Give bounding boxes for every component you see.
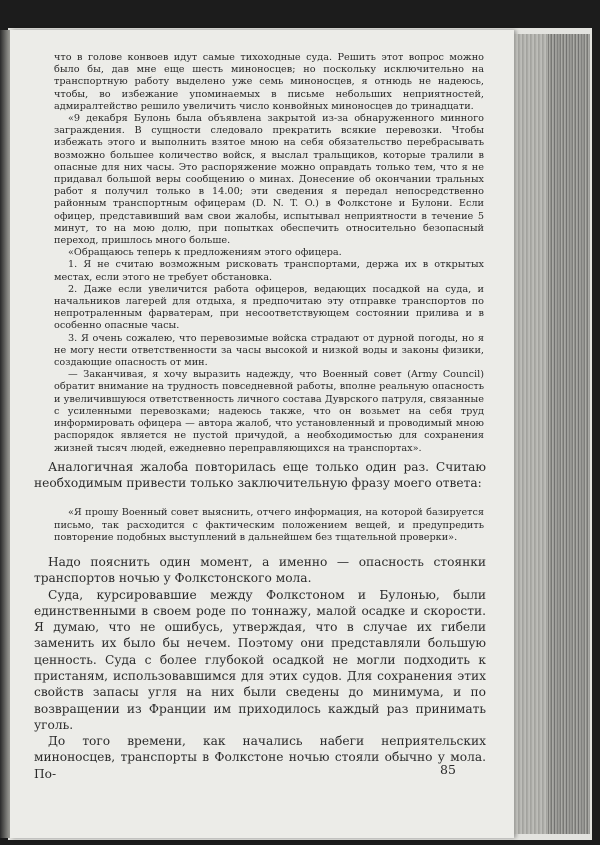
quote-paragraph: 3. Я очень сожалею, что перевозимые войска страдают от дурной погоды, но я не могу нести ответственности за часы высокой и низкой воды и законы физики, создающие опасность от мин. bbox=[54, 332, 484, 369]
quote-paragraph: «9 декабря Булонь была объявлена закрытой из-за обнаруженного минного заграждения. В сущности следовало прекратить всякие перевозки. Чтобы избежать этого и выполнить взятое мною на себя обязательство перебрасывать возможно большее количество войск, я выслал тральщиков, которые тралили в опасные для них часы. Это распоряжение можно оправдать только тем, что я не придавал большой веры сообщению о минах. Донесение об окончании тральных работ я получил только в 14.00; эти сведения я передал непосредственно районным транспортным офицерам (D. N. T. O.) в Фолкстоне и Булони. Если офицер, представивший вам свои жалобы, испытывал неприятности в течение 5 минут, то на мою долю, при попытках обеспечить относительно безопасный переход, пришлось много больше. bbox=[54, 113, 484, 247]
closing-quote: «Я прошу Военный совет выяснить, отчего информация, на которой базируется письмо, так расходится с фактическим положением вещей, и предупредить повторение подобных выступлений в дальнейшем без тщательной проверки». bbox=[54, 507, 484, 543]
body-paragraph: До того времени, как начались набеги неприятельских миноносцев, транспорты в Фолкстоне ночью стояли обычно у мола. По- bbox=[34, 734, 486, 781]
quote-paragraph: 1. Я не считаю возможным рисковать транспортами, держа их в открытых местах, если этого не требует обстановка. bbox=[54, 259, 484, 283]
page-text bbox=[34, 52, 486, 782]
body-paragraph: Суда, курсировавшие между Фолкстоном и Булонью, были единственными в своем роде по тоннажу, малой осадке и скорости. Я думаю, что не ошибусь, утверждая, что в случае их гибели заменить их было бы нечем. Поэтому они представляли большую ценность. Суда с более глубокой осадкой не могли подходить к пристаням, использовавшимся для этих судов. Для сохранения этих свойств запасы угля на них были сведены до минимума, и по возвращении из Франции им приходилось каждый раз принимать уголь. bbox=[34, 587, 486, 732]
page-edges-shadow bbox=[548, 34, 590, 834]
quote-paragraph: — Заканчивая, я хочу выразить надежду, что Военный совет (Army Council) обратит внимание на трудность повседневной работы, вполне реальную опасность и увеличившуюся ответственность личного состава Дуврского патруля, связанные с усиленными перевозками; надеюсь также, что он возьмет на себя труд информировать офицера — автора жалоб, что установленный и проводимый мною распорядок является не пустой причудой, а необходимостью для сохранения жизней тысяч людей, ежедневно переправляющихся на транспортах». bbox=[54, 369, 484, 454]
quote-paragraph: 2. Даже если увеличится работа офицеров, ведающих посадкой на суда, и начальников лагерей для отдыха, я предпочитаю эту отправке транспортов по непротраленным фарватерам, при несоответствующем состоянии прилива и в особенно опасные часы. bbox=[54, 283, 484, 332]
body-paragraph: Надо пояснить один момент, а именно — опасность стоянки транспортов ночью у Фолкстонского мола. bbox=[34, 554, 486, 586]
page-number: 85 bbox=[440, 762, 456, 777]
quote-paragraph: «Обращаюсь теперь к предложениям этого офицера. bbox=[68, 247, 342, 259]
quote-paragraph: что в голове конвоев идут самые тихоходные суда. Решить этот вопрос можно было бы, дав мне еще шесть миноносцев; но поскольку исключительно на транспортную работу выделено уже семь миноносцев, я отнюдь не надеюсь, чтобы, во избежание упоминаемых в письме небольших неприятностей, адмиралтейство решило увеличить число конвойных миноносцев до тринадцати. bbox=[54, 52, 484, 112]
body-paragraph: Аналогичная жалоба повторилась еще только один раз. Считаю необходимым привести только заключительную фразу моего ответа: bbox=[34, 459, 486, 490]
